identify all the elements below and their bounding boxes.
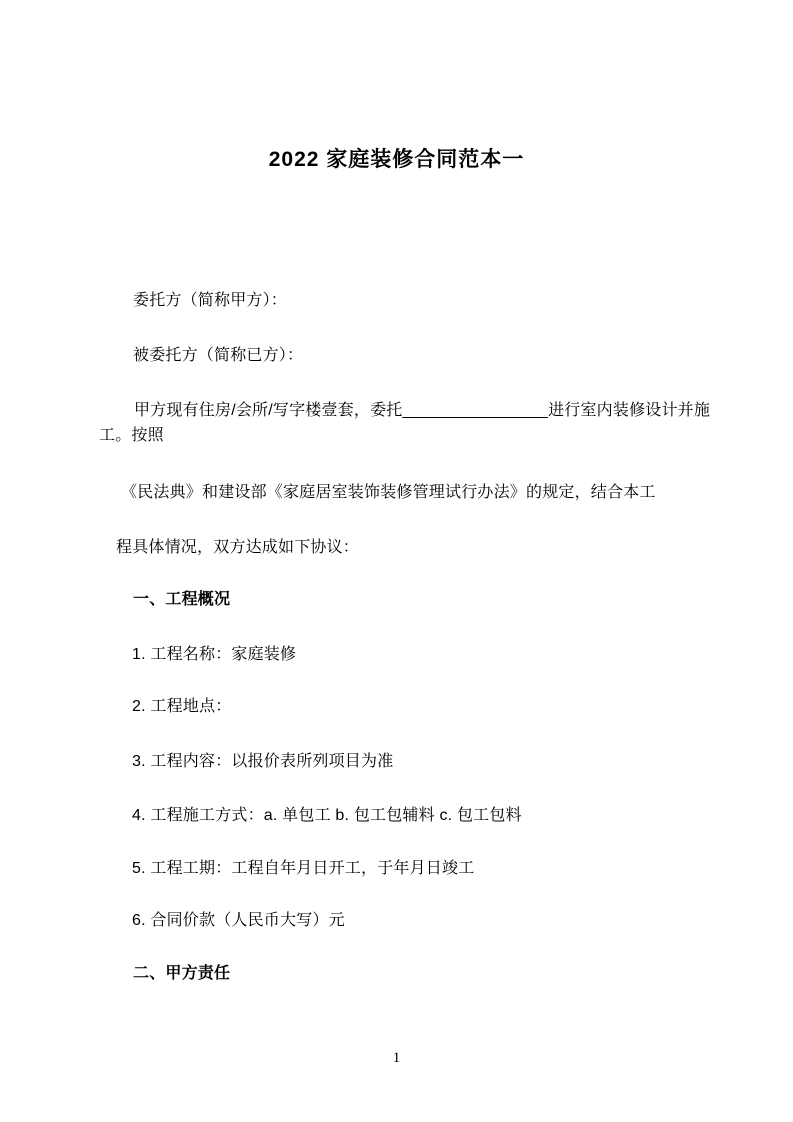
party-b-line: 被委托方（简称已方）： <box>133 347 304 364</box>
item-2-project-location: 2. 工程地点： <box>132 698 232 715</box>
document-title: 2022 家庭装修合同范本一 <box>268 148 525 171</box>
section-2-heading: 二、甲方责任 <box>133 965 231 982</box>
legal-basis-line-1: 《民法典》和建设部《家庭居室装饰装修管理试行办法》的规定，结合本工 <box>121 484 656 501</box>
legal-basis-line-2: 程具体情况，双方达成如下协议： <box>116 539 360 556</box>
intro-line-1: 甲方现有住房/会所/写字楼壹套，委托________________进行室内装修设计并施 <box>134 402 711 419</box>
item-6-contract-price: 6. 合同价款（人民币大写）元 <box>132 912 345 929</box>
intro-line-2: 工。按照 <box>99 427 164 444</box>
item-3-project-content: 3. 工程内容：以报价表所列项目为准 <box>132 753 394 770</box>
page-number: 1 <box>392 1050 401 1066</box>
item-5-project-duration: 5. 工程工期：工程自年月日开工，于年月日竣工 <box>132 860 475 877</box>
item-4-construction-method: 4. 工程施工方式：a. 单包工 b. 包工包辅料 c. 包工包料 <box>132 807 522 824</box>
party-a-line: 委托方（简称甲方）： <box>133 292 288 309</box>
section-1-heading: 一、工程概况 <box>133 591 231 608</box>
item-1-project-name: 1. 工程名称：家庭装修 <box>132 646 297 663</box>
